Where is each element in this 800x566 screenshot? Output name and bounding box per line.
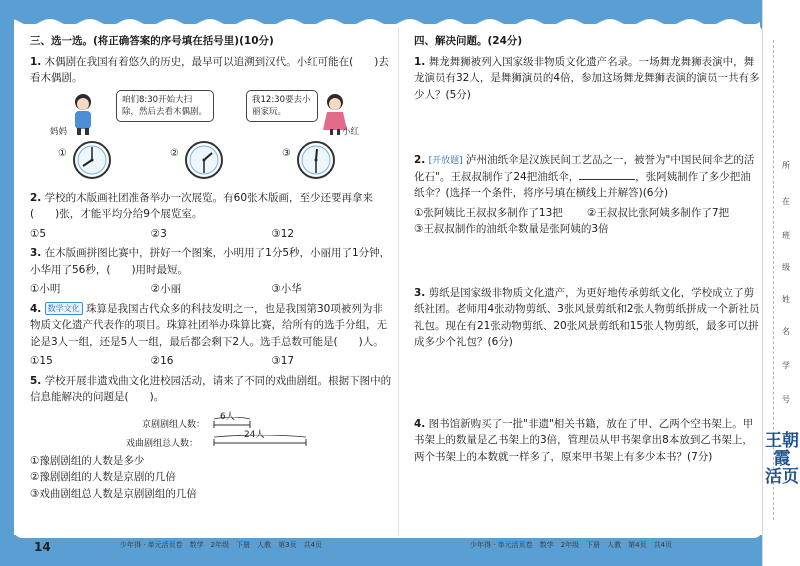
fill-in-blank[interactable] [579,169,635,180]
question-3-options [30,281,392,298]
sidebar-char: 名 [782,327,790,336]
sidebar-char: 级 [782,263,790,272]
question-4: 4. 数学文化 珠算是我国古代众多的科技发明之一，也是我国第30项被列为非物质文化遗产代表作的项目。珠算社团举办珠算比赛，给所有的选手分组，无论是3人一组，还是5人一组，最后都会剩下2人。选手总数可能是( )人。 [30,302,387,348]
option-2: ②16 [150,355,174,367]
question-text: 学校开展非遗戏曲文化进校园活动，请来了不同的戏曲剧组。根据下图中的信息能解决的问题是( )。 [30,374,392,403]
mother-figure [66,92,100,136]
math-culture-tag: 数学文化 [45,302,83,315]
right-footer: 少年得 · 单元活页卷 数学 2年级 下册 人教 第4页 共4页 [470,541,673,549]
clock-option-3-label: ③ [282,147,291,159]
problem-4: 4. 图书馆新购买了一批"非遗"相关书籍，放在了甲、乙两个空书架上。甲书架上的数量是乙书架上的3倍，管理员从甲书架拿出8本放到乙书架上，两个书架上的本数就一样多了，原来甲书架上有多少本书？(7分) [414,417,754,463]
question-5-option-2: ②豫剧剧组的人数是京剧的几倍 [30,471,176,483]
sidebar-char: 号 [782,395,790,404]
option-3: ③17 [271,355,295,367]
clock-illustration [30,90,392,186]
left-page [30,33,392,502]
question-4-options [30,353,392,370]
condition-1: ①张阿姨比王叔叔多制作了13把 [414,206,563,219]
option-3: ③小华 [271,283,302,295]
left-border [0,0,14,566]
sidebar-char: 学 [782,361,790,370]
question-5-option-3: ③戏曲剧组总人数是京剧剧组的几倍 [30,487,197,500]
line-segment-diagram [30,409,392,451]
clock-2-icon [184,140,224,180]
brand-logo: 王朝霞 活页 [765,431,799,487]
question-3: 3. 在木版画拼图比赛中，拼好一个图案，小明用了1分5秒，小丽用了1分钟，小华用了56秒，( )用时最短。 [30,247,391,276]
question-1: 1. 木偶剧在我国有着悠久的历史，最早可以追溯到汉代。小红可能在( )去看木偶剧。 [30,55,389,84]
section-title-choice: 三、选一选。(将正确答案的序号填在括号里)(10分) [30,35,274,47]
problem-text: 剪纸是国家级非物质文化遗产，为更好地传承剪纸文化，学校成立了剪纸社团。老师用4张动物剪纸、3张风景剪纸和2张人物剪纸拼成一个新社员礼包。现在有21张动物剪纸、20张风景剪纸和15张人物剪纸，最多可以拼成多少个礼包？(6分) [414,286,760,348]
problem-1: 1. 舞龙舞狮被列入国家级非物质文化遗产名录。一场舞龙舞狮表演中，舞龙演员有32人，是舞狮演员的4倍，参加这场舞龙舞狮表演的演员一共有多少人？(5分) [414,55,760,101]
problem-text-a: 泸州油纸伞是汉族民间工艺品之一，被誉为"中国民间伞艺的活化石"。王叔叔制作了24把油纸伞， [414,154,755,183]
option-1: ①5 [30,227,47,240]
sidebar-char: 在 [782,197,790,206]
section-title-solve: 四、解决问题。(24分) [414,35,523,47]
problem-text-b: ，张阿姨制作了多少把油纸伞？(选择一个条件，将序号填在横线上并解答)(6分) [414,170,751,199]
option-1: ①小明 [30,283,61,295]
sidebar-char: 所 [782,161,790,170]
question-5: 5. 学校开展非遗戏曲文化进校园活动，请来了不同的戏曲剧组。根据下图中的信息能解决的问题是( )。 [30,374,392,403]
question-2-options [30,226,392,243]
problem-text: 舞龙舞狮被列入国家级非物质文化遗产名录。一场舞龙舞狮表演中，舞龙演员有32人，是舞狮演员的4倍，参加这场舞龙舞狮表演的演员一共有多少人？(5分) [414,55,760,101]
jingju-label: 京剧剧组人数： [142,419,206,430]
clock-option-2-label: ② [170,147,179,159]
problem-3: 3. 剪纸是国家级非物质文化遗产，为更好地传承剪纸文化，学校成立了剪纸社团。老师用4张动物剪纸、3张风景剪纸和2张人物剪纸拼成一个新社员礼包。现在有21张动物剪纸、20张风景剪纸和15张人物剪纸，最多可以拼成多少个礼包？(6分) [414,286,760,348]
answer-space-3[interactable] [414,354,760,416]
option-2: ②3 [150,227,167,240]
answer-space-2[interactable] [414,241,760,285]
question-5-option-1: ①豫剧剧组的人数是多少 [30,454,145,467]
condition-3: ③王叔叔制作的油纸伞数量是张阿姨的3倍 [414,223,609,235]
clock-1-icon [72,140,112,180]
option-3: ③12 [271,227,295,240]
total-bar [212,435,308,447]
problem-2-conditions [414,205,760,222]
xiaohong-speech-bubble: 我12:30要去小丽家玩。 [246,90,318,122]
sidebar-char: 班 [782,231,790,240]
total-label: 戏曲剧组总人数： [126,438,199,449]
total-value: 24人 [244,429,265,440]
question-text: 在木版画拼图比赛中，拼好一个图案，小明用了1分5秒，小丽用了1分钟，小华用了56秒，( )用时最短。 [30,247,391,276]
problem-2: 2. [开放题] 泸州油纸伞是汉族民间工艺品之一，被誉为"中国民间伞艺的活化石"。王叔叔制作了24把油纸伞， ，张阿姨制作了多少把油纸伞？(选择一个条件，将序号填在横线上并解答)(6分) [414,154,755,199]
open-question-tag: [开放题] [428,156,463,166]
right-page [414,33,760,468]
mother-speech-bubble: 咱们8:30开始大扫除，然后去看木偶剧。 [116,90,214,122]
xiaohong-label: 小红 [342,126,360,137]
question-text: 学校的木版画社团准备举办一次展览。有60张木版画，至少还要再拿来( )张，才能平均分给9个展览室。 [30,191,374,220]
question-2: 2. 学校的木版画社团准备举办一次展览。有60张木版画，至少还要再拿来( )张，才能平均分给9个展览室。 [30,191,374,220]
option-1: ①15 [30,355,53,367]
mother-label: 妈妈 [50,126,68,137]
problem-text: 图书馆新购买了一批"非遗"相关书籍，放在了甲、乙两个空书架上。甲书架上的数量是乙书架上的3倍，管理员从甲书架拿出8本放到乙书架上，两个书架上的本数就一样多了，原来甲书架上有多少本书？(7分) [414,417,754,463]
condition-2: ②王叔叔比张阿姨多制作了7把 [587,206,730,219]
clock-option-1-label: ① [58,147,67,159]
question-text: 木偶剧在我国有着悠久的历史，最早可以追溯到汉代。小红可能在( )去看木偶剧。 [30,55,389,84]
sidebar-char: 姓 [782,295,790,304]
jingju-value: 6人 [220,411,235,422]
left-footer: 少年得 · 单元活页卷 数学 2年级 下册 人教 第3页 共4页 [120,541,323,549]
question-text: 珠算是我国古代众多的科技发明之一，也是我国第30项被列为非物质文化遗产代表作的项目。珠算社团举办珠算比赛，给所有的选手分组，无论是3人一组，还是5人一组，最后都会剩下2人。选手总数可能是( )人。 [30,302,387,348]
option-2: ②小丽 [150,283,182,295]
clock-3-icon [296,140,336,180]
page-divider [398,28,399,536]
page-number: 14 [34,540,51,554]
answer-space-1[interactable] [414,106,760,152]
